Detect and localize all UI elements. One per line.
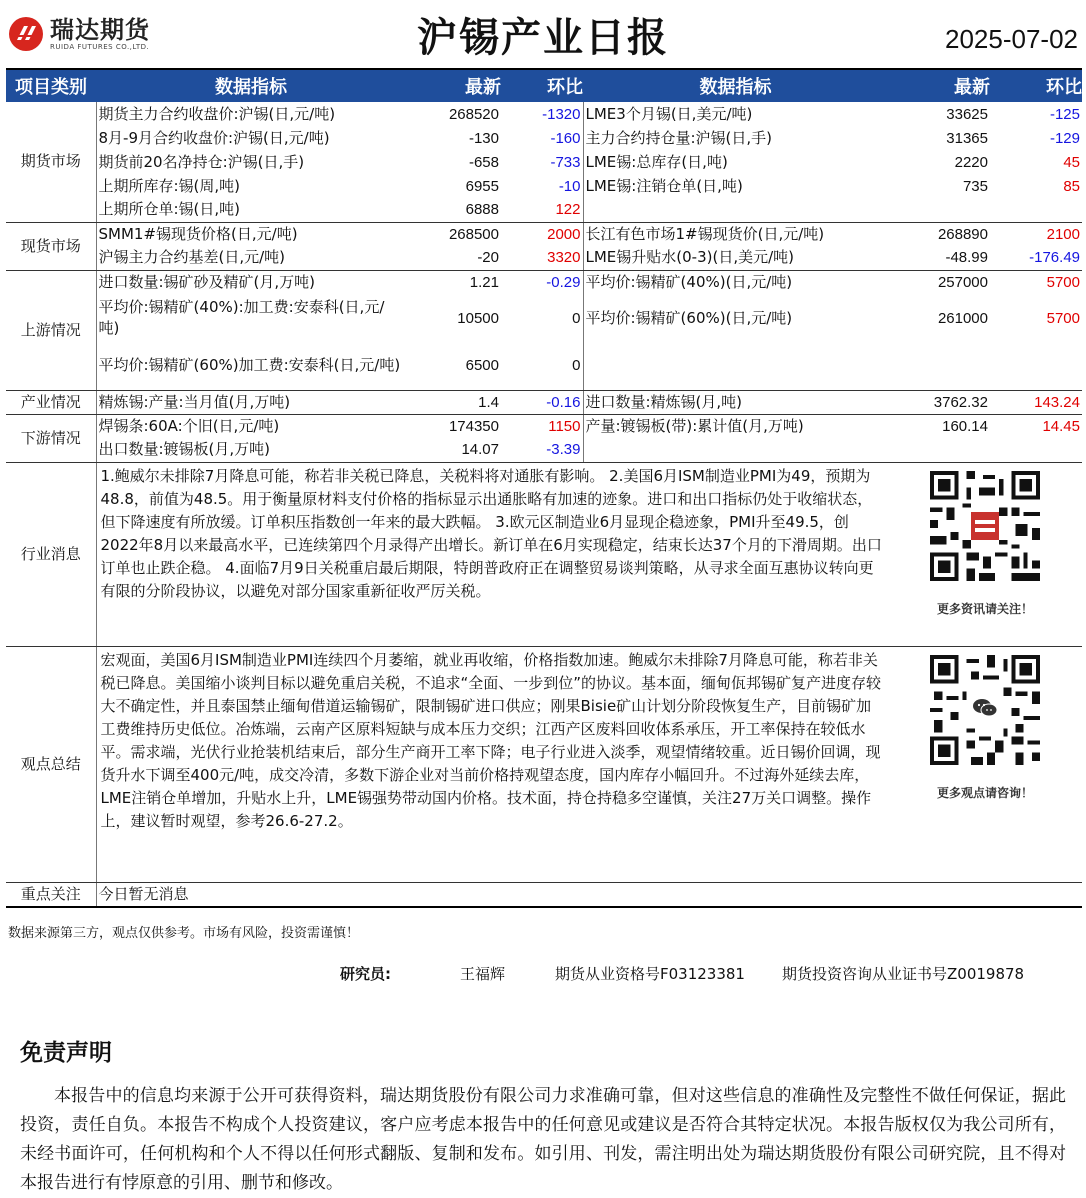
latest-value: 10500 (457, 309, 499, 327)
change-value: 0 (501, 342, 583, 390)
indicator-name: 平均价:锡精矿(40%)(日,元/吨) (585, 272, 793, 291)
focus-text: 今日暂无消息 (96, 882, 1082, 907)
table-row (6, 126, 1082, 150)
latest-value: -20 (406, 246, 501, 270)
header-change-left: 环比 (501, 69, 583, 102)
indicator-name: 平均价:锡精矿(40%):加工费:安泰科(日,元/吨) (98, 298, 385, 337)
news-qr-block (888, 462, 1082, 646)
latest-value: 14.07 (406, 438, 501, 462)
change-value (990, 438, 1082, 462)
latest-value: 174350 (448, 417, 499, 435)
change-value: 122 (501, 198, 583, 222)
indicator-name: 产量:镀锡板(带):累计值(月,万吨) (585, 416, 804, 435)
indicator-name (583, 198, 888, 222)
indicator-name: 8月-9月合约收盘价:沪锡(日,元/吨) (98, 128, 330, 147)
category-upstream: 上游情况 (6, 270, 96, 390)
category-downstream: 下游情况 (6, 414, 96, 462)
indicator-name: 沪锡主力合约基差(日,元/吨) (96, 246, 406, 270)
indicator-name: 精炼锡:产量:当月值(月,万吨) (96, 390, 406, 414)
qr-code-icon (890, 651, 1080, 776)
table-row (6, 174, 1082, 198)
change-value: 5700 (1046, 273, 1080, 291)
table-row (6, 390, 1082, 414)
latest-value: 268500 (448, 225, 499, 243)
change-value: 0 (501, 294, 583, 342)
data-source-footnote: 数据来源第三方，观点仅供参考。市场有风险，投资需谨慎！ (8, 926, 360, 941)
latest-value: 33625 (946, 105, 988, 123)
latest-value: -130 (468, 129, 499, 147)
latest-value: 261000 (937, 309, 988, 327)
latest-value: 268890 (937, 225, 988, 243)
indicator-name: LME3个月锡(日,美元/吨) (585, 104, 753, 123)
header-indicator-right: 数据指标 (583, 69, 888, 102)
table-row (6, 646, 1082, 882)
researcher-label: 研究员: (340, 965, 391, 983)
latest-value (888, 342, 990, 390)
header-indicator-left: 数据指标 (96, 69, 406, 102)
latest-value: 257000 (937, 273, 988, 291)
change-value: 3320 (501, 246, 583, 270)
news-qr-caption: 更多资讯请关注！ (936, 601, 1033, 616)
latest-value: -658 (468, 153, 499, 171)
table-header-row (6, 69, 1082, 102)
table-row (6, 342, 1082, 390)
indicator-name: 进口数量:锡矿砂及精矿(月,万吨) (98, 272, 316, 291)
table-row (6, 882, 1082, 907)
viewpoint-summary-text: 宏观面，美国6月ISM制造业PMI连续四个月萎缩，就业再收缩，价格指数加速。鲍威尔未排除7月降息可能，称若非关税已降息。美国缩小谈判目标以避免重启关税，不追求“全面、一步到位”的协议。基本面，缅甸佤邦锡矿复产进度存较大不确定性，并且泰国禁止缅甸借道运输锡矿，限制锡矿进口供应；刚果Bisie矿山计划分阶段恢复生产，目前锡矿加工费维持历史低位。冶炼端，云南产区原料短缺与成本压力交织；江西产区废料回收体系承压，开工率保持在较低水平。需求端，光伏行业抢装机结束后，部分生产商开工率下降；电子行业进入淡季，观望情绪较重。近日锡价回调，现货升水下调至400元/吨，成交冷清，多数下游企业对当前价格持观望态度，国内库存小幅回升。不过海外延续去库，LME注销仓单增加，升贴水上升，LME锡强势带动国内价格。技术面，持仓持稳多空谨慎，关注27万关口调整。操作上，建议暂时观望，参考26.6-27.2。 (96, 646, 888, 882)
change-value: -176.49 (990, 246, 1082, 270)
indicator-name: 上期所仓单:锡(日,吨) (96, 198, 406, 222)
change-value: -125 (1049, 105, 1080, 123)
header-change-right: 环比 (990, 69, 1082, 102)
report-date: 2025-07-02 (945, 24, 1078, 54)
indicator-name: 平均价:锡精矿(60%)(日,元/吨) (585, 308, 793, 327)
latest-value: 1.4 (406, 390, 501, 414)
change-value: -733 (501, 150, 583, 174)
report-title: 沪锡产业日报 (417, 15, 669, 61)
change-value: -10 (501, 174, 583, 198)
logo-chinese-name: 瑞达期货 (50, 16, 150, 44)
indicator-name: 期货主力合约收盘价:沪锡(日,元/吨) (98, 104, 336, 123)
researcher-name: 王福辉 (460, 965, 506, 983)
change-value: -0.29 (501, 270, 583, 294)
header-latest-right: 最新 (888, 69, 990, 102)
indicator-name: SMM1#锡现货价格(日,元/吨) (98, 224, 298, 243)
category-view: 观点总结 (6, 646, 96, 882)
table-row (6, 294, 1082, 342)
table-row (6, 270, 1082, 294)
change-value: 14.45 (1042, 417, 1080, 435)
table-row (6, 414, 1082, 438)
change-value: 2000 (501, 222, 583, 246)
category-news: 行业消息 (6, 462, 96, 646)
change-value (990, 198, 1082, 222)
indicator-name: 进口数量:精炼锡(月,吨) (583, 390, 888, 414)
latest-value: 6955 (465, 177, 499, 195)
indicator-name: 主力合约持仓量:沪锡(日,手) (585, 128, 773, 147)
latest-value: 2220 (954, 153, 988, 171)
change-value: -160 (501, 126, 583, 150)
indicator-name: 上期所库存:锡(周,吨) (98, 176, 241, 195)
indicator-name: 长江有色市场1#锡现货价(日,元/吨) (585, 224, 825, 243)
logo-english-name: RUIDA FUTURES CO.,LTD. (50, 43, 150, 51)
table-row (6, 150, 1082, 174)
table-row (6, 198, 1082, 222)
indicator-name: 平均价:锡精矿(60%)加工费:安泰科(日,元/吨) (96, 342, 406, 390)
change-value: -0.16 (501, 390, 583, 414)
indicator-name (583, 438, 888, 462)
indicator-name: LME锡升贴水(0-3)(日,美元/吨) (583, 246, 888, 270)
change-value (990, 342, 1082, 390)
latest-value: 3762.32 (888, 390, 990, 414)
disclaimer-title: 免责声明 (20, 1040, 112, 1066)
latest-value: 160.14 (942, 417, 988, 435)
table-row (6, 462, 1082, 646)
change-value: 45 (1063, 153, 1080, 171)
futures-license-number: 期货从业资格号F03123381 (555, 965, 745, 983)
change-value: 2100 (1046, 225, 1080, 243)
latest-value: 31365 (946, 129, 988, 147)
category-futures: 期货市场 (6, 102, 96, 222)
report-header (0, 0, 1086, 68)
qr-code-icon (890, 467, 1080, 592)
indicator-name: LME锡:总库存(日,吨) (585, 152, 728, 171)
view-qr-block (888, 646, 1082, 882)
latest-value: 735 (962, 177, 988, 195)
change-value: 1150 (501, 414, 583, 438)
change-value: -1320 (501, 102, 583, 126)
change-value: -3.39 (501, 438, 583, 462)
industry-news-text: 1.鲍威尔未排除7月降息可能，称若非关税已降息，关税料将对通胀有影响。 2.美国6月ISM制造业PMI为49，预期为48.8，前值为48.5。用于衡量原材料支付价格的指标显示出通胀略有加速的迹象。进口和出口指标仍处于收缩状态，但下降速度有所放缓。订单积压指数创一年来的最大跌幅。 3.欧元区制造业6月显现企稳迹象，PMI升至49.5，创2022年8月以来最高水平，已连续第四个月录得产出增长。新订单在6月实现稳定，结束长达37个月的下滑周期。出口订单也止跌企稳。 4.面临7月9日关税重启最后期限，特朗普政府正在调整贸易谈判策略，从寻求全面互惠协议转向更有限的分阶段协议，以避免对部分国家重新征收严厉关税。 (96, 462, 888, 646)
category-industry: 产业情况 (6, 390, 96, 414)
table-row (6, 438, 1082, 462)
change-value: 5700 (1046, 309, 1080, 327)
latest-value: -48.99 (888, 246, 990, 270)
change-value: -129 (1049, 129, 1080, 147)
table-row (6, 246, 1082, 270)
latest-value: 6888 (406, 198, 501, 222)
disclaimer-body: 本报告中的信息均来源于公开可获得资料，瑞达期货股份有限公司力求准确可靠，但对这些信息的准确性及完整性不做任何保证，据此投资，责任自负。本报告不构成个人投资建议，客户应考虑本报告中的任何意见或建议是否符合其特定状况。本报告版权仅为我公司所有，未经书面许可，任何机构和个人不得以任何形式翻版、复制和发布。如引用、刊发，需注明出处为瑞达期货股份有限公司研究院，且不得对本报告进行有悖原意的引用、删节和修改。 (20, 1086, 1066, 1193)
indicator-name (583, 342, 888, 390)
header-latest-left: 最新 (406, 69, 501, 102)
latest-value (888, 438, 990, 462)
category-spot: 现货市场 (6, 222, 96, 270)
indicator-name: 出口数量:镀锡板(月,万吨) (96, 438, 406, 462)
category-focus: 重点关注 (6, 882, 96, 907)
indicator-name: LME锡:注销仓单(日,吨) (585, 176, 743, 195)
table-row (6, 222, 1082, 246)
latest-value: 1.21 (469, 273, 499, 291)
indicator-name: 期货前20名净持仓:沪锡(日,手) (98, 152, 305, 171)
data-table (6, 68, 1082, 908)
view-qr-caption: 更多观点请咨询！ (936, 785, 1033, 800)
table-row (6, 102, 1082, 126)
latest-value: 6500 (406, 342, 501, 390)
latest-value: 268520 (448, 105, 499, 123)
change-value: 85 (1063, 177, 1080, 195)
change-value: 143.24 (990, 390, 1082, 414)
indicator-name: 焊锡条:60A:个旧(日,元/吨) (98, 416, 280, 435)
latest-value (888, 198, 990, 222)
header-category: 项目类别 (6, 69, 96, 102)
consulting-license-number: 期货投资咨询从业证书号Z0019878 (782, 965, 1025, 983)
